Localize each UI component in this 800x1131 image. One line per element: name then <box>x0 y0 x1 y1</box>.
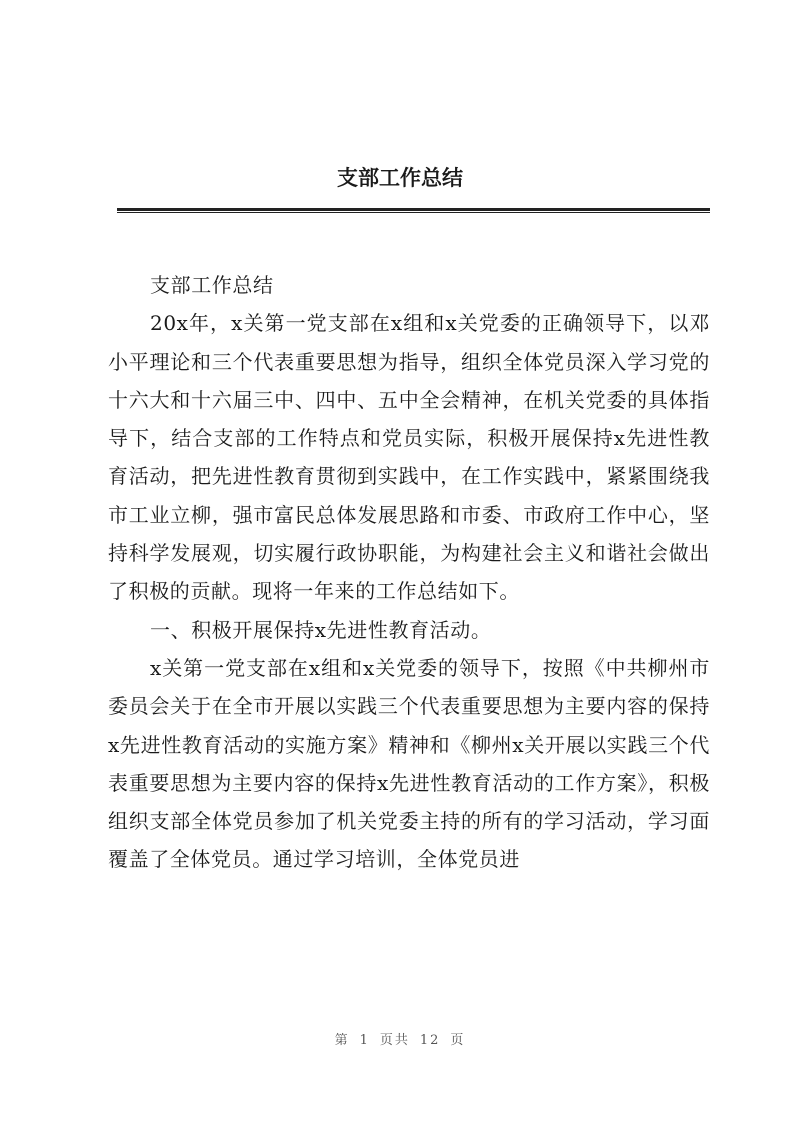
page-title: 支部工作总结 <box>337 166 463 190</box>
footer-total-pages: 12 <box>419 1033 441 1048</box>
paragraph-section-body: x关第一党支部在x组和x关党委的领导下，按照《中共柳州市委员会关于在全市开展以实践三个代表重要思想为主要内容的保持x先进性教育活动的实施方案》精神和《柳州x关开展以实践三个代表重要思想为主要内容的保持x先进性教育活动的工作方案》，积极组织支部全体党员参加了机关党委主持的所有的学习活动，学习面覆盖了全体党员。通过学习培训，全体党员进 <box>108 655 710 872</box>
page-footer <box>0 1031 800 1051</box>
paragraph-heading: 支部工作总结 <box>150 273 274 297</box>
title-underline <box>117 208 710 213</box>
footer-middle: 页共 <box>379 1033 410 1048</box>
footer-suffix: 页 <box>450 1033 466 1048</box>
document-body <box>108 266 710 879</box>
footer-current-page: 1 <box>359 1033 370 1048</box>
paragraph-intro: 20x年，x关第一党支部在x组和x关党委的正确领导下，以邓小平理论和三个代表重要思想为指导，组织全体党员深入学习党的十六大和十六届三中、四中、五中全会精神，在机关党委的具体指导下，结合支部的工作特点和党员实际，积极开展保持x先进性教育活动，把先进性教育贯彻到实践中，在工作实践中，紧紧围绕我市工业立柳，强市富民总体发展思路和市委、市政府工作中心，坚持科学发展观，切实履行政协职能，为构建社会主义和谐社会做出了积极的贡献。现将一年来的工作总结如下。 <box>108 311 710 604</box>
paragraph-section-heading: 一、积极开展保持x先进性教育活动。 <box>150 617 492 642</box>
footer-prefix: 第 <box>334 1033 350 1048</box>
